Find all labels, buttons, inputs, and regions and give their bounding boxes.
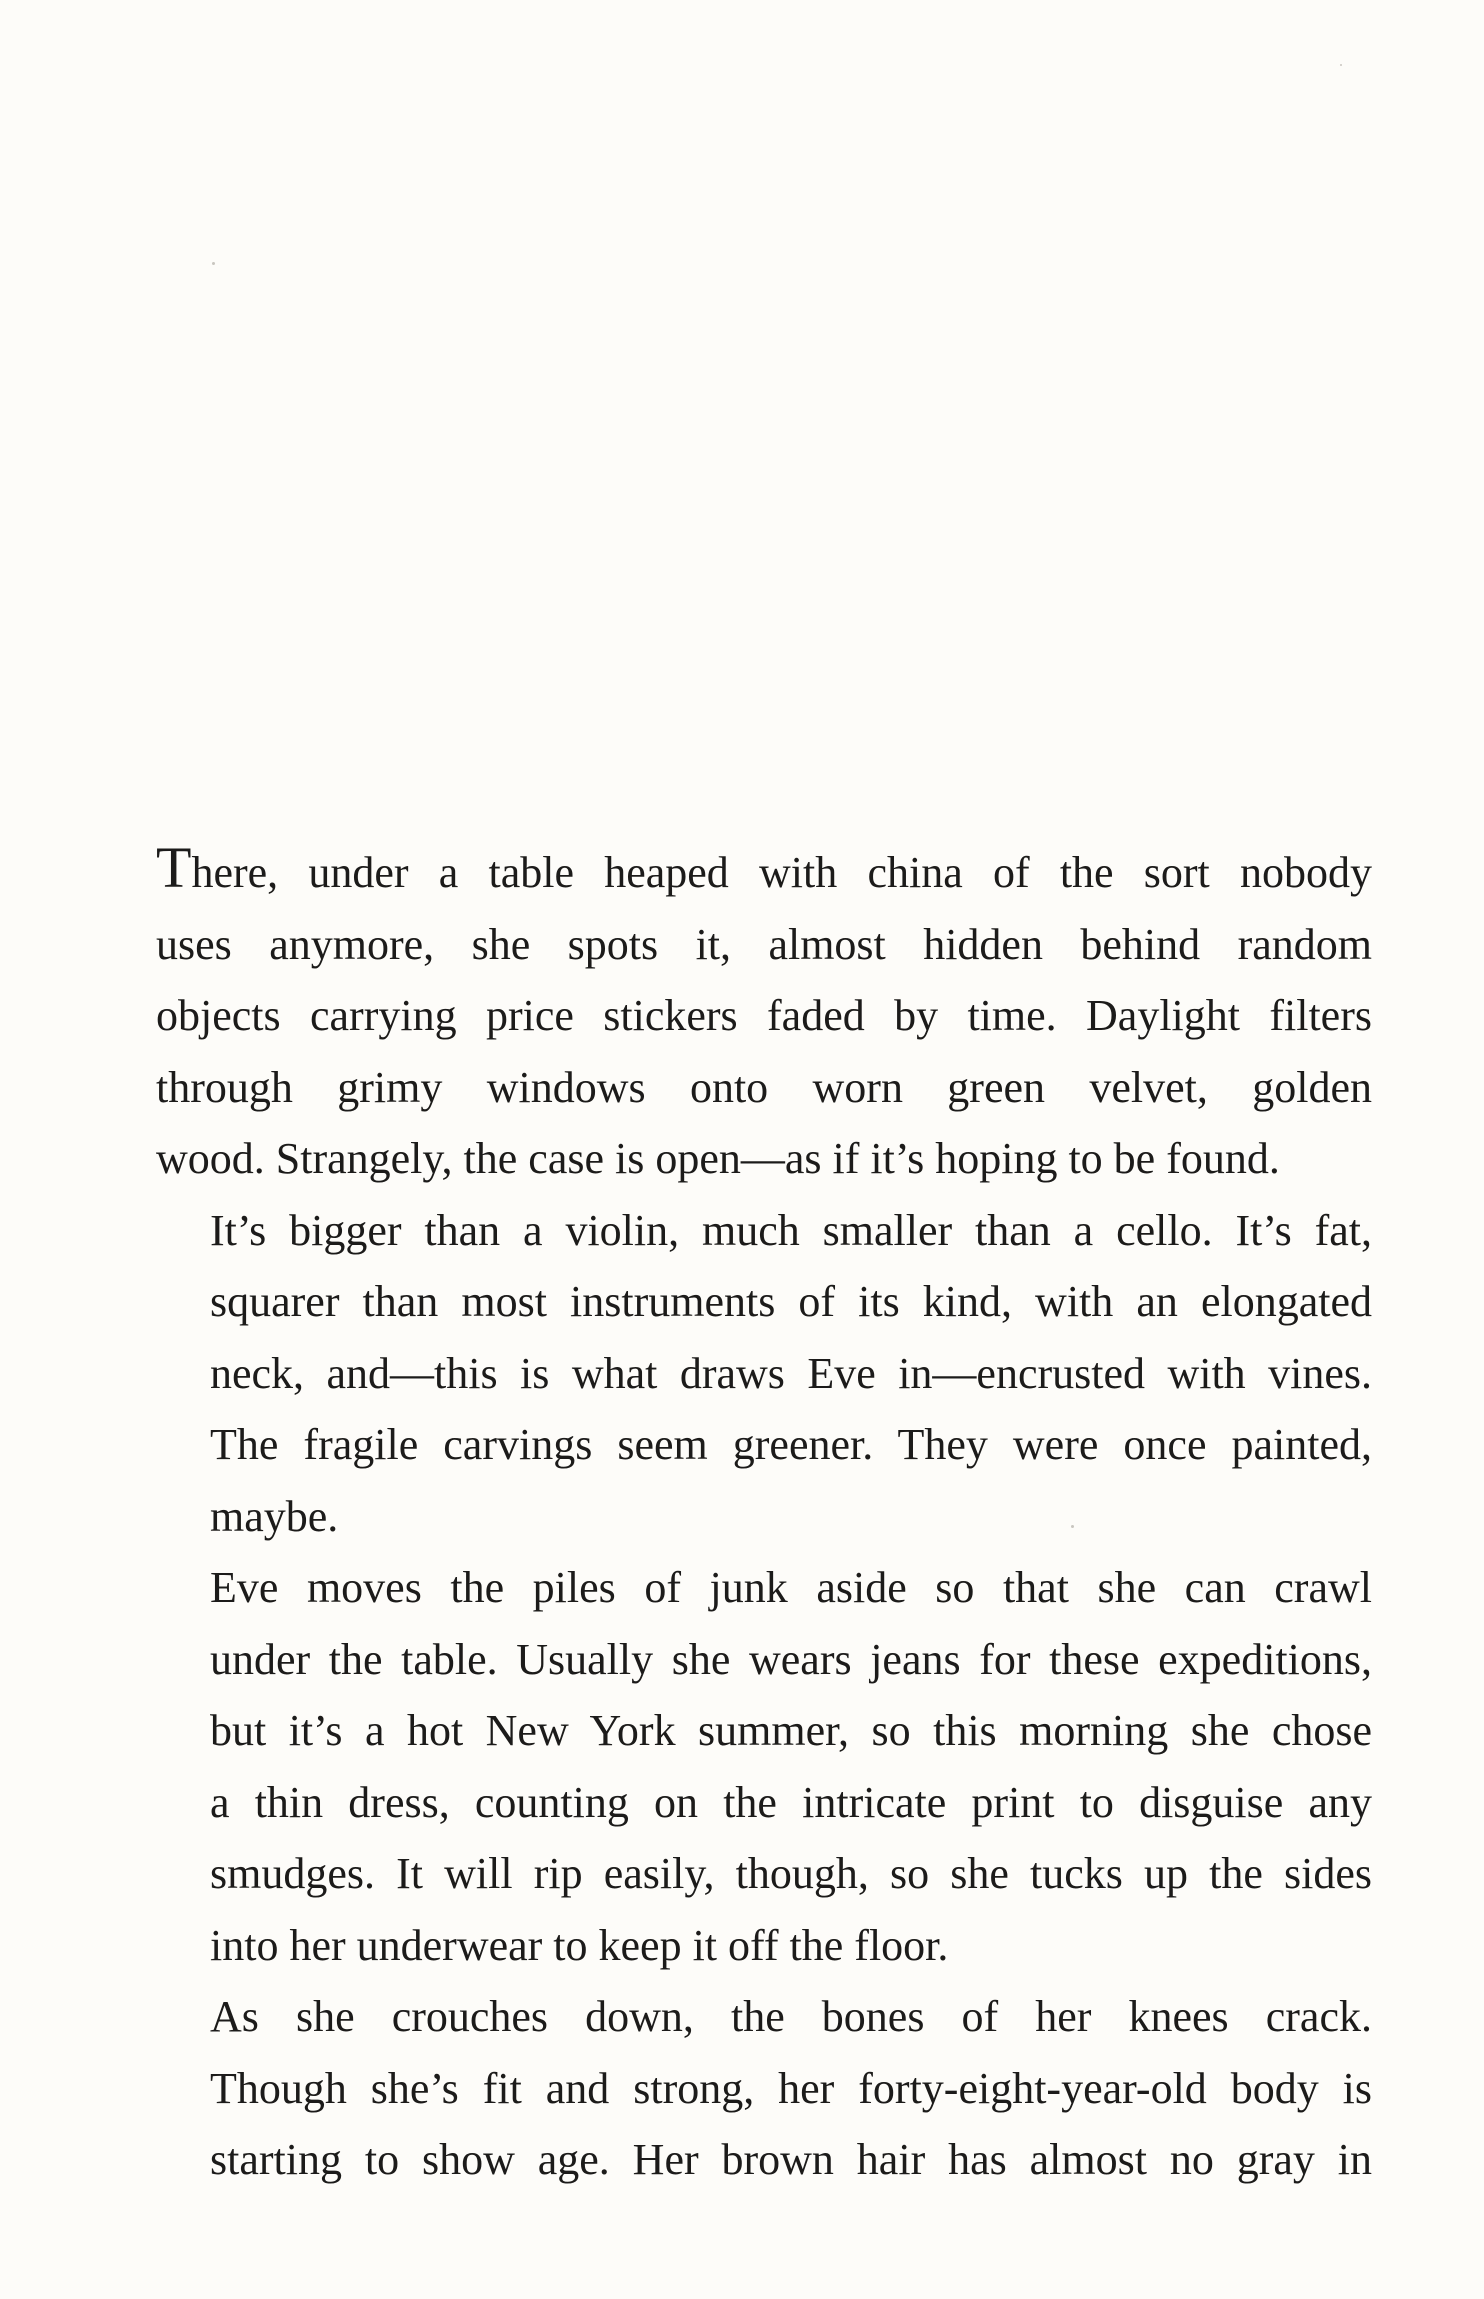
drop-cap: T bbox=[156, 835, 192, 900]
text-line: Eve moves the piles of junk aside so that she can crawl bbox=[210, 1563, 1372, 1612]
text-line: It’s bigger than a violin, much smaller than a cello. It’s fat, bbox=[210, 1205, 1372, 1255]
text-line: into her underwear to keep it off the floor. bbox=[210, 1920, 949, 1970]
text-line: but it’s a hot New York summer, so this morning she chose bbox=[210, 1706, 1372, 1755]
text-line: starting to show age. Her brown hair has almost no gray in bbox=[210, 2135, 1372, 2184]
text-line: a thin dress, counting on the intricate print to disguise any bbox=[210, 1777, 1372, 1827]
text-line: neck, and—this is what draws Eve in—encrusted with vines. bbox=[210, 1348, 1372, 1398]
paper-speck bbox=[212, 262, 215, 265]
text-line bbox=[156, 832, 1372, 909]
text-line: wood. Strangely, the case is open—as if it’s hoping to be found. bbox=[156, 1134, 1280, 1183]
paragraph-2 bbox=[156, 1195, 1372, 1553]
paragraph-3 bbox=[156, 1552, 1372, 1981]
text-line: maybe. bbox=[210, 1491, 339, 1541]
paragraph-4 bbox=[156, 1981, 1372, 2196]
first-line-rest: here, under a table heaped with china of the sort nobody bbox=[191, 848, 1372, 897]
text-line: Though she’s fit and strong, her forty-eight-year-old body is bbox=[210, 2063, 1372, 2113]
text-line: through grimy windows onto worn green velvet, golden bbox=[156, 1062, 1372, 1112]
text-line: objects carrying price stickers faded by time. Daylight filters bbox=[156, 991, 1372, 1040]
text-line: The fragile carvings seem greener. They were once painted, bbox=[210, 1420, 1372, 1469]
body-text bbox=[156, 832, 1372, 2196]
text-line: smudges. It will rip easily, though, so she tucks up the sides bbox=[210, 1849, 1372, 1898]
text-line: uses anymore, she spots it, almost hidden behind random bbox=[156, 919, 1372, 969]
text-line: under the table. Usually she wears jeans for these expeditions, bbox=[210, 1634, 1372, 1684]
paper-speck bbox=[1340, 64, 1342, 66]
text-line: squarer than most instruments of its kind, with an elongated bbox=[210, 1277, 1372, 1326]
text-line: As she crouches down, the bones of her knees crack. bbox=[210, 1992, 1372, 2041]
paragraph-1 bbox=[156, 832, 1372, 1195]
